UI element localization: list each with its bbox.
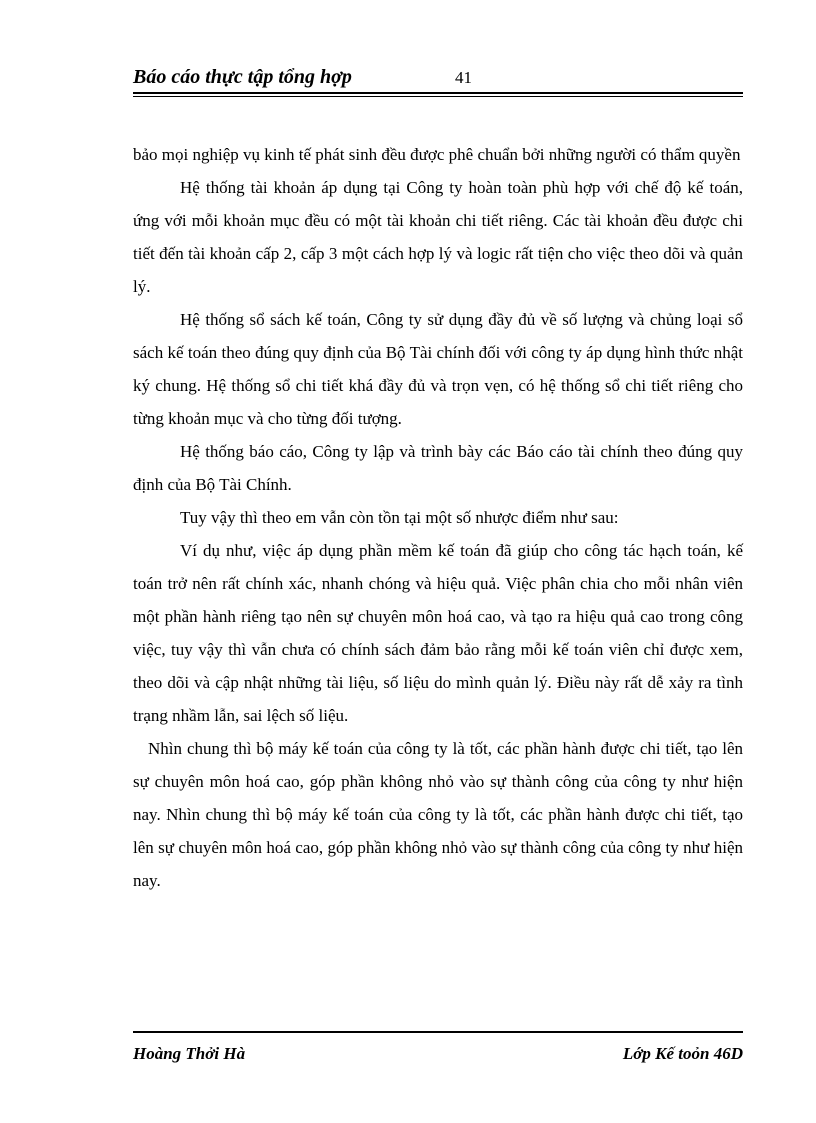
paragraph: Nhìn chung thì bộ máy kế toán của công ty là tốt, các phần hành được chi tiết, tạo lên sự chuyên môn hoá cao, góp phần không nhỏ vào sự thành công của công ty như hiện nay. Nhìn chung thì bộ máy kế toán của công ty là tốt, các phần hành được chi tiết, tạo lên sự chuyên môn hoá cao, góp phần không nhỏ vào sự thành công của công ty như hiện nay. [133, 739, 743, 890]
paragraph: bảo mọi nghiệp vụ kinh tế phát sinh đều được phê chuẩn bởi những người có thẩm quyền [133, 145, 741, 164]
header-rule-thin [133, 96, 743, 97]
page-header [133, 62, 743, 92]
document-body [133, 138, 743, 897]
footer-class: Lớp Kế toỏn 46D [622, 1044, 743, 1063]
paragraph: Ví dụ như, việc áp dụng phần mềm kế toán đã giúp cho công tác hạch toán, kế toán trở nên rất chính xác, nhanh chóng và hiệu quả. Việc phân chia cho mỗi nhân viên một phần hành riêng tạo nên sự chuyên môn hoá cao, và tạo ra hiệu quả cao trong công việc, tuy vậy thì vẫn chưa có chính sách đảm bảo rằng mỗi kế toán viên chỉ được xem, theo dõi và cập nhật những tài liệu, số liệu do mình quản lý. Điều này rất dễ xảy ra tình trạng nhầm lẫn, sai lệch số liệu. [133, 541, 743, 725]
footer-rule [133, 1031, 743, 1033]
header-title: Báo cáo thực tập tổng hợp [133, 66, 352, 88]
paragraph: Hệ thống sổ sách kế toán, Công ty sử dụng đầy đủ về số lượng và chủng loại sổ sách kế toán theo đúng quy định của Bộ Tài chính đối với công ty áp dụng hình thức nhật ký chung. Hệ thống sổ chi tiết khá đầy đủ và trọn vẹn, có hệ thống sổ chi tiết riêng cho từng khoản mục và cho từng đối tượng. [133, 310, 743, 428]
page-number: 41 [455, 68, 472, 87]
page-footer [133, 1044, 743, 1068]
footer-author: Hoàng Thởi Hà [133, 1044, 246, 1063]
paragraph: Hệ thống tài khoản áp dụng tại Công ty hoàn toàn phù hợp với chế độ kế toán, ứng với mỗi khoản mục đều có một tài khoản chi tiết riêng. Các tài khoản đều được chi tiết đến tài khoản cấp 2, cấp 3 một cách hợp lý và logic rất tiện cho việc theo dõi và quản lý. [133, 178, 743, 296]
paragraph: Tuy vậy thì theo em vẫn còn tồn tại một số nhược điểm như sau: [180, 508, 619, 527]
header-rule-thick [133, 92, 743, 94]
paragraph: Hệ thống báo cáo, Công ty lập và trình bày các Báo cáo tài chính theo đúng quy định của Bộ Tài Chính. [133, 442, 743, 494]
